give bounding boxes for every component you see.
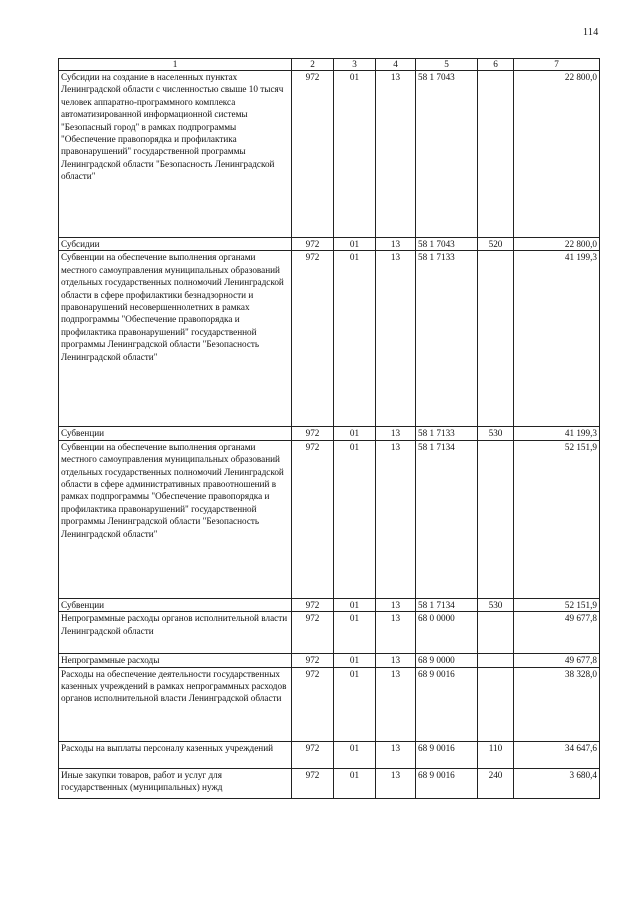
row-subsection: 13 <box>376 251 416 427</box>
row-name: Расходы на выплаты персоналу казенных учреждений <box>59 741 292 768</box>
row-target: 68 0 0000 <box>416 612 478 654</box>
row-subsection: 13 <box>376 440 416 598</box>
row-target: 58 1 7133 <box>416 251 478 427</box>
row-ministry: 972 <box>292 427 334 440</box>
row-sum: 41 199,3 <box>514 251 600 427</box>
row-subsection: 13 <box>376 598 416 611</box>
row-ministry: 972 <box>292 238 334 251</box>
row-vid: 530 <box>478 427 514 440</box>
row-section: 01 <box>334 71 376 238</box>
row-ministry: 972 <box>292 768 334 798</box>
header-cell: 2 <box>292 59 334 71</box>
row-target: 58 1 7134 <box>416 440 478 598</box>
table-row <box>59 667 600 741</box>
row-name: Субвенции на обеспечение выполнения органами местного самоуправления муниципальных образований отдельных государственных полномочий Ленинградской области в сфере профилактики безнадзорности и правонарушений несовершеннолетних в рамках подпрограммы "Обеспечение правопорядка и профилактика правонарушений" государственной программы Ленинградской области "Безопасность Ленинградской области" <box>59 251 292 427</box>
row-vid <box>478 667 514 741</box>
row-subsection: 13 <box>376 667 416 741</box>
row-name: Субсидии <box>59 238 292 251</box>
row-subsection: 13 <box>376 427 416 440</box>
row-ministry: 972 <box>292 654 334 667</box>
row-vid <box>478 440 514 598</box>
row-vid <box>478 71 514 238</box>
row-section: 01 <box>334 612 376 654</box>
row-target: 58 1 7134 <box>416 598 478 611</box>
header-cell: 7 <box>514 59 600 71</box>
row-section: 01 <box>334 440 376 598</box>
budget-table <box>58 58 600 799</box>
row-subsection: 13 <box>376 654 416 667</box>
table-row <box>59 427 600 440</box>
table-row <box>59 440 600 598</box>
row-ministry: 972 <box>292 251 334 427</box>
row-vid: 520 <box>478 238 514 251</box>
row-ministry: 972 <box>292 71 334 238</box>
row-subsection: 13 <box>376 612 416 654</box>
row-section: 01 <box>334 427 376 440</box>
row-sum: 3 680,4 <box>514 768 600 798</box>
row-sum: 22 800,0 <box>514 71 600 238</box>
row-section: 01 <box>334 238 376 251</box>
row-sum: 52 151,9 <box>514 440 600 598</box>
header-cell: 1 <box>59 59 292 71</box>
row-sum: 41 199,3 <box>514 427 600 440</box>
row-target: 58 1 7043 <box>416 238 478 251</box>
table-row <box>59 741 600 768</box>
row-target: 58 1 7043 <box>416 71 478 238</box>
row-subsection: 13 <box>376 71 416 238</box>
row-section: 01 <box>334 251 376 427</box>
table-row <box>59 251 600 427</box>
row-target: 68 9 0016 <box>416 667 478 741</box>
row-section: 01 <box>334 741 376 768</box>
row-name: Непрограммные расходы органов исполнительной власти Ленинградской области <box>59 612 292 654</box>
row-target: 68 9 0000 <box>416 654 478 667</box>
table-row <box>59 71 600 238</box>
row-ministry: 972 <box>292 667 334 741</box>
row-sum: 38 328,0 <box>514 667 600 741</box>
row-section: 01 <box>334 598 376 611</box>
row-vid: 530 <box>478 598 514 611</box>
row-ministry: 972 <box>292 598 334 611</box>
table-row <box>59 598 600 611</box>
row-target: 68 9 0016 <box>416 741 478 768</box>
page-number: 114 <box>583 27 599 38</box>
table-row <box>59 768 600 798</box>
header-cell: 6 <box>478 59 514 71</box>
header-cell: 5 <box>416 59 478 71</box>
row-sum: 49 677,8 <box>514 654 600 667</box>
row-ministry: 972 <box>292 440 334 598</box>
row-vid: 110 <box>478 741 514 768</box>
row-section: 01 <box>334 768 376 798</box>
row-vid: 240 <box>478 768 514 798</box>
header-row <box>59 59 600 71</box>
row-name: Субвенции на обеспечение выполнения органами местного самоуправления муниципальных образований отдельных государственных полномочий Ленинградской области в сфере административных правоотношений в рамках подпрограммы "Обеспечение правопорядка и профилактика правонарушений" государственной программы Ленинградской области "Безопасность Ленинградской области" <box>59 440 292 598</box>
row-ministry: 972 <box>292 612 334 654</box>
row-name: Непрограммные расходы <box>59 654 292 667</box>
row-vid <box>478 612 514 654</box>
row-name: Иные закупки товаров, работ и услуг для государственных (муниципальных) нужд <box>59 768 292 798</box>
header-cell: 3 <box>334 59 376 71</box>
row-vid <box>478 654 514 667</box>
row-target: 68 9 0016 <box>416 768 478 798</box>
row-name: Субсидии на создание в населенных пунктах Ленинградской области с численностью свыше 10 тысяч человек аппаратно-программного комплекса автоматизированной информационной системы "Безопасный город" в рамках подпрограммы "Обеспечение правопорядка и профилактика правонарушений" государственной программы Ленинградской области "Безопасность Ленинградской области" <box>59 71 292 238</box>
row-subsection: 13 <box>376 741 416 768</box>
row-sum: 22 800,0 <box>514 238 600 251</box>
row-sum: 49 677,8 <box>514 612 600 654</box>
row-ministry: 972 <box>292 741 334 768</box>
table-row <box>59 654 600 667</box>
row-section: 01 <box>334 654 376 667</box>
row-subsection: 13 <box>376 238 416 251</box>
row-name: Расходы на обеспечение деятельности государственных казенных учреждений в рамках непрограммных расходов органов исполнительной власти Ленинградской области <box>59 667 292 741</box>
row-sum: 34 647,6 <box>514 741 600 768</box>
row-name: Субвенции <box>59 598 292 611</box>
row-target: 58 1 7133 <box>416 427 478 440</box>
row-subsection: 13 <box>376 768 416 798</box>
table-row <box>59 238 600 251</box>
row-sum: 52 151,9 <box>514 598 600 611</box>
table-row <box>59 612 600 654</box>
row-name: Субвенции <box>59 427 292 440</box>
row-section: 01 <box>334 667 376 741</box>
row-vid <box>478 251 514 427</box>
header-cell: 4 <box>376 59 416 71</box>
